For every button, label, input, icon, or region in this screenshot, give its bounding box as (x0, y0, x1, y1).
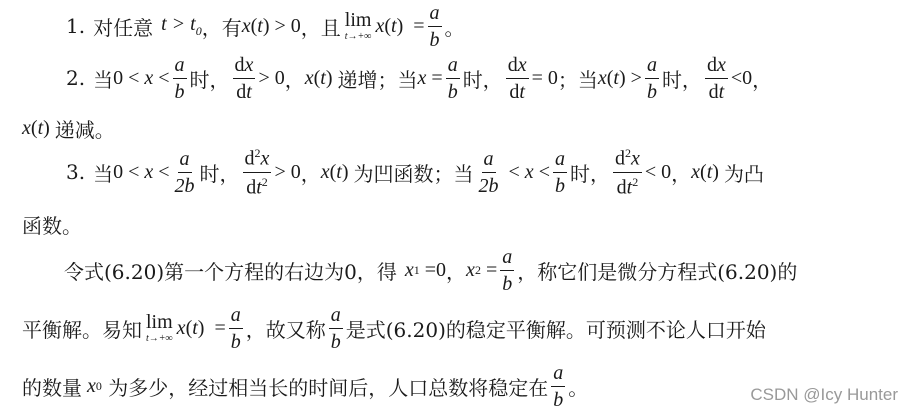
text: 时， (189, 67, 230, 92)
text: 。 (568, 375, 589, 400)
text: 当 (93, 67, 114, 92)
text: ， (446, 259, 467, 284)
text: ， (752, 67, 773, 92)
watermark: CSDN @Icy Hunter (750, 385, 898, 404)
paragraph-line-1: 令式(6.20)第一个方程的右边为0，得 x 1 =0 ， x 2 = $\frac{a}{b}$ ，称它们是微分方程式(6.20)的 (64, 245, 798, 295)
math: $t > t_0$ (161, 13, 202, 38)
text: ，有 (201, 15, 242, 40)
limit-expression: lim t→+∞ (146, 311, 173, 344)
item-1: 1. 对任意 $t > t_0$ ，有 x ( t ) > 0 ，且 lim t→+∞ x ( t ) = $\frac{a}{b}$ 。 (66, 1, 465, 51)
text: ， (284, 67, 305, 92)
paragraph-line-3: 的数量 x 0 为多少，经过相当长的时间后，人口总数将稳定在 $\frac{a}{b}$ 。 (22, 361, 589, 411)
item-3-cont (22, 198, 82, 250)
paragraph-line-2: 平衡解。易知 lim t→+∞ x ( t ) = $\frac{a}{b}$ ，故又称 $\frac{a}{b}$ 是式(6.20)的稳定平衡解。可预测不论人口开始 (22, 303, 766, 353)
text: 递减。 (54, 117, 115, 142)
item-2: 2. 当 0 < x < $\frac{a}{b}$ 时， $\frac{dx}{dt}$ > 0 ， x ( t ) 递增；当 x = $\frac{a}{b}$ 时， $\frac{dx}{dt}$ = 0 ；当 x ( t ) > $\frac{a}{b}$ 时， $\frac{dx}{dt}$ <0 ， (66, 53, 773, 103)
text: 递增；当 (337, 67, 418, 92)
text: ，称它们是微分方程式(6.20)的 (517, 259, 798, 284)
text: 为凸 (723, 161, 764, 186)
text: 时， (199, 161, 240, 186)
text: ；当 (557, 67, 598, 92)
text: 对任意 (93, 15, 154, 40)
text: 是式(6.20)的稳定平衡解。可预测不论人口开始 (345, 317, 766, 342)
text: 函数。 (22, 213, 82, 238)
text: 为多少，经过相当长的时间后，人口总数将稳定在 (108, 375, 549, 400)
text: 当 (93, 161, 114, 186)
item-3: 3. 当 0 < x < $\frac{a}{2b}$ 时， $\frac{d^2x}{dt^2}$ > 0 ， x ( t ) 为凹函数；当 $\frac{a}{2b}$ < x < $\frac{a}{b}$ 时， $\frac{d^2x}{dt^2}$ < 0 ， x ( t ) 为凸 (66, 145, 764, 199)
limit-expression: lim t→+∞ (344, 9, 372, 42)
text: 时， (569, 161, 610, 186)
text: 令式(6.20)第一个方程的右边为0，得 (64, 259, 397, 284)
fraction-a-over-b: $\frac{a}{b}$ (429, 1, 440, 51)
text: ，且 (300, 15, 341, 40)
text: 时， (661, 67, 702, 92)
text: 为凹函数；当 (353, 161, 474, 186)
item-2-cont: x ( t ) 递减。 (22, 102, 115, 154)
text: ， (671, 161, 692, 186)
text: 。 (444, 15, 465, 40)
text: 时， (462, 67, 503, 92)
text: 平衡解。易知 (22, 317, 142, 342)
math: x (241, 14, 251, 37)
text: 的数量 (22, 375, 82, 400)
text: ，故又称 (245, 317, 326, 342)
item-number: 3. (66, 160, 86, 184)
item-number: 1. (66, 14, 86, 38)
item-number: 2. (66, 66, 86, 90)
text: ， (300, 161, 321, 186)
